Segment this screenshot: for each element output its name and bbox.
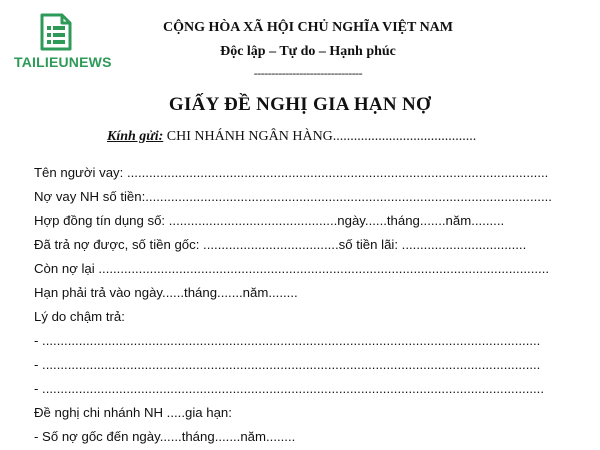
- recipient-label: Kính gửi:: [107, 129, 164, 144]
- form-line-paid-amount: Đã trả nợ được, số tiền gốc: .....................................số tiền lãi: ..................................: [34, 237, 527, 252]
- form-line-reason-3: - .........................................................................................................................................: [34, 381, 545, 396]
- document-title: GIẤY ĐỀ NGHỊ GIA HẠN NỢ: [168, 94, 432, 115]
- form-line-reason-2: - ........................................................................................................................................: [34, 357, 541, 372]
- form-line-borrower-name: Tên người vay: ...................................................................................................................: [34, 165, 549, 180]
- form-line-reason-label: Lý do chậm trả:: [34, 309, 125, 324]
- logo-text: TAILIEUNEWS: [14, 54, 112, 70]
- form-body: [34, 161, 590, 449]
- national-title: CỘNG HÒA XÃ HỘI CHỦ NGHĨA VIỆT NAM: [162, 20, 453, 35]
- form-line-reason-1: - ........................................................................................................................................: [34, 333, 541, 348]
- form-line-due-date: Hạn phải trả vào ngày......tháng.......năm........: [34, 285, 298, 300]
- document-icon: [36, 12, 76, 52]
- recipient-line: [107, 129, 476, 145]
- form-line-principal-date: - Số nợ gốc đến ngày......tháng.......năm........: [34, 429, 296, 444]
- form-line-loan-amount: Nợ vay NH số tiền:...............................................................................................................: [34, 189, 552, 204]
- recipient-value: CHI NHÁNH NGÂN HÀNG.........................................: [163, 129, 477, 144]
- national-motto: Độc lập – Tự do – Hạnh phúc: [220, 44, 396, 59]
- logo: [14, 12, 114, 70]
- header-separator: -------------------------------: [253, 66, 363, 80]
- form-line-credit-contract: Hợp đồng tín dụng số: ..............................................ngày......tháng.......năm.........: [34, 213, 505, 228]
- form-line-extension-request: Đề nghị chi nhánh NH .....gia hạn:: [34, 405, 232, 420]
- form-line-remaining-debt: Còn nợ lại ...........................................................................................................................: [34, 261, 550, 276]
